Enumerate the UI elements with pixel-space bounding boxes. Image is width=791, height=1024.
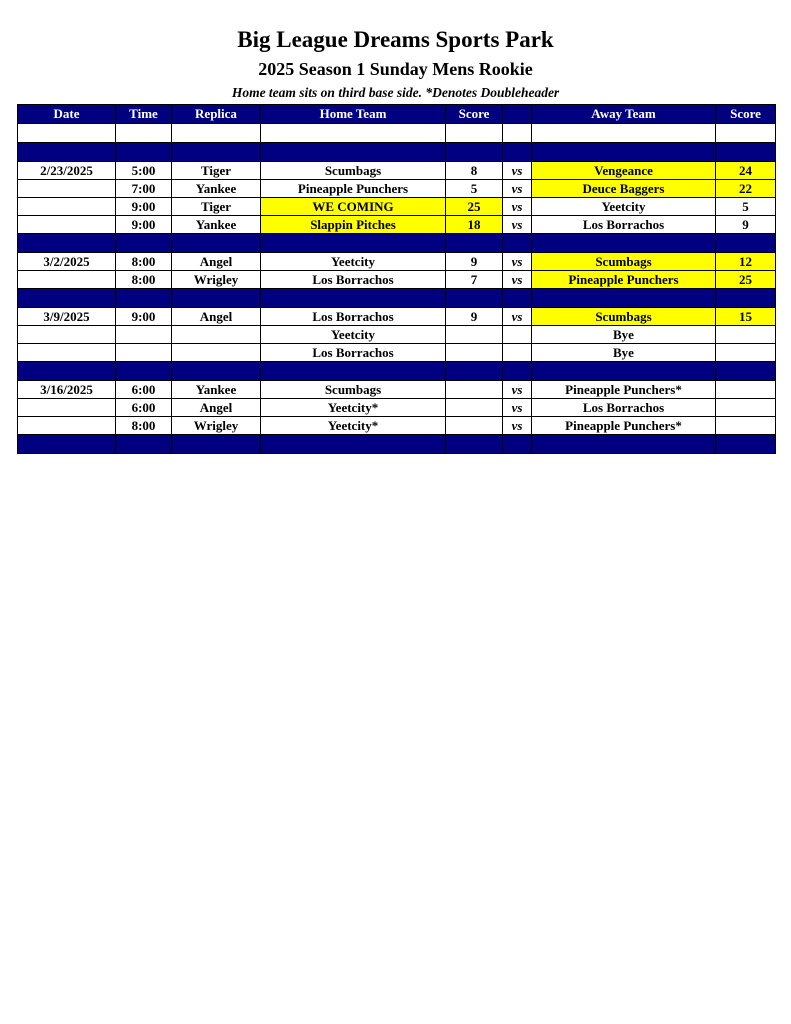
cell-home-team: Los Borrachos bbox=[261, 344, 446, 362]
blank-row bbox=[18, 124, 776, 143]
date-separator-row bbox=[18, 362, 776, 381]
cell-home-team: Scumbags bbox=[261, 381, 446, 399]
cell-vs bbox=[503, 344, 532, 362]
cell-away-team: Scumbags bbox=[532, 308, 716, 326]
cell-away-team: Los Borrachos bbox=[532, 399, 716, 417]
cell-vs: vs bbox=[503, 381, 532, 399]
cell-home-score: 5 bbox=[446, 180, 503, 198]
cell-replica: Angel bbox=[172, 308, 261, 326]
table-header-row bbox=[18, 105, 776, 124]
cell-away-score bbox=[716, 399, 776, 417]
cell-replica: Yankee bbox=[172, 381, 261, 399]
cell-time: 5:00 bbox=[116, 162, 172, 180]
cell-date bbox=[18, 180, 116, 198]
column-header-vs bbox=[503, 105, 532, 124]
separator-cell bbox=[716, 289, 776, 308]
separator-cell bbox=[261, 435, 446, 454]
table-row bbox=[18, 180, 776, 198]
cell-time: 9:00 bbox=[116, 308, 172, 326]
date-separator-row bbox=[18, 435, 776, 454]
cell-away-team: Los Borrachos bbox=[532, 216, 716, 234]
separator-cell bbox=[172, 143, 261, 162]
separator-cell bbox=[116, 289, 172, 308]
cell-home-score bbox=[446, 381, 503, 399]
cell-date bbox=[18, 399, 116, 417]
cell-vs: vs bbox=[503, 180, 532, 198]
table-row bbox=[18, 399, 776, 417]
table-row bbox=[18, 381, 776, 399]
cell-home-team: Yeetcity* bbox=[261, 399, 446, 417]
separator-cell bbox=[532, 362, 716, 381]
separator-cell bbox=[18, 435, 116, 454]
cell-away-team: Deuce Baggers bbox=[532, 180, 716, 198]
schedule-note: Home team sits on third base side. *Denotes Doubleheader bbox=[231, 85, 560, 100]
cell-home-team: Yeetcity* bbox=[261, 417, 446, 435]
table-row bbox=[18, 326, 776, 344]
cell-date bbox=[18, 344, 116, 362]
column-header-time: Time bbox=[116, 105, 172, 124]
blank-cell bbox=[18, 124, 116, 143]
cell-home-score bbox=[446, 399, 503, 417]
cell-away-team: Yeetcity bbox=[532, 198, 716, 216]
blank-cell bbox=[532, 124, 716, 143]
cell-vs: vs bbox=[503, 253, 532, 271]
date-separator-row bbox=[18, 143, 776, 162]
cell-home-team: Los Borrachos bbox=[261, 308, 446, 326]
cell-replica bbox=[172, 344, 261, 362]
cell-time: 6:00 bbox=[116, 399, 172, 417]
cell-away-score bbox=[716, 381, 776, 399]
cell-date bbox=[18, 198, 116, 216]
cell-away-score: 15 bbox=[716, 308, 776, 326]
separator-cell bbox=[532, 234, 716, 253]
cell-date: 3/9/2025 bbox=[18, 308, 116, 326]
blank-cell bbox=[716, 124, 776, 143]
table-row bbox=[18, 216, 776, 234]
cell-vs bbox=[503, 326, 532, 344]
blank-cell bbox=[172, 124, 261, 143]
separator-cell bbox=[503, 143, 532, 162]
separator-cell bbox=[116, 143, 172, 162]
cell-home-team: Pineapple Punchers bbox=[261, 180, 446, 198]
separator-cell bbox=[716, 362, 776, 381]
cell-replica: Tiger bbox=[172, 198, 261, 216]
separator-cell bbox=[261, 289, 446, 308]
cell-home-team: Los Borrachos bbox=[261, 271, 446, 289]
cell-home-score bbox=[446, 326, 503, 344]
separator-cell bbox=[716, 234, 776, 253]
cell-replica: Angel bbox=[172, 253, 261, 271]
table-row bbox=[18, 253, 776, 271]
separator-cell bbox=[503, 289, 532, 308]
column-header-home-score: Score bbox=[446, 105, 503, 124]
cell-away-score bbox=[716, 326, 776, 344]
separator-cell bbox=[116, 435, 172, 454]
separator-cell bbox=[446, 234, 503, 253]
date-separator-row bbox=[18, 289, 776, 308]
cell-home-team: Scumbags bbox=[261, 162, 446, 180]
cell-time: 8:00 bbox=[116, 417, 172, 435]
cell-time: 6:00 bbox=[116, 381, 172, 399]
cell-away-score: 12 bbox=[716, 253, 776, 271]
cell-home-score bbox=[446, 344, 503, 362]
separator-cell bbox=[503, 234, 532, 253]
cell-home-score: 7 bbox=[446, 271, 503, 289]
cell-vs: vs bbox=[503, 417, 532, 435]
cell-vs: vs bbox=[503, 271, 532, 289]
table-row bbox=[18, 308, 776, 326]
date-separator-row bbox=[18, 234, 776, 253]
cell-home-team: WE COMING bbox=[261, 198, 446, 216]
cell-vs: vs bbox=[503, 162, 532, 180]
blank-cell bbox=[116, 124, 172, 143]
separator-cell bbox=[503, 435, 532, 454]
cell-away-team: Bye bbox=[532, 344, 716, 362]
cell-home-score: 9 bbox=[446, 253, 503, 271]
cell-away-score bbox=[716, 417, 776, 435]
cell-time: 8:00 bbox=[116, 271, 172, 289]
cell-away-team: Pineapple Punchers bbox=[532, 271, 716, 289]
separator-cell bbox=[503, 362, 532, 381]
separator-cell bbox=[446, 289, 503, 308]
cell-away-score: 22 bbox=[716, 180, 776, 198]
cell-vs: vs bbox=[503, 198, 532, 216]
cell-home-score: 25 bbox=[446, 198, 503, 216]
cell-time: 9:00 bbox=[116, 198, 172, 216]
table-row bbox=[18, 344, 776, 362]
column-header-away-team: Away Team bbox=[532, 105, 716, 124]
separator-cell bbox=[172, 362, 261, 381]
cell-date bbox=[18, 271, 116, 289]
table-row bbox=[18, 271, 776, 289]
table-row bbox=[18, 417, 776, 435]
separator-cell bbox=[18, 362, 116, 381]
separator-cell bbox=[532, 289, 716, 308]
separator-cell bbox=[172, 289, 261, 308]
separator-cell bbox=[261, 143, 446, 162]
cell-away-team: Vengeance bbox=[532, 162, 716, 180]
schedule-table bbox=[17, 104, 776, 454]
separator-cell bbox=[116, 234, 172, 253]
separator-cell bbox=[261, 362, 446, 381]
page-title: Big League Dreams Sports Park bbox=[237, 27, 554, 52]
separator-cell bbox=[172, 234, 261, 253]
cell-date bbox=[18, 417, 116, 435]
cell-date bbox=[18, 216, 116, 234]
cell-replica bbox=[172, 326, 261, 344]
cell-time bbox=[116, 326, 172, 344]
cell-home-score: 18 bbox=[446, 216, 503, 234]
separator-cell bbox=[716, 143, 776, 162]
cell-replica: Tiger bbox=[172, 162, 261, 180]
cell-home-team: Yeetcity bbox=[261, 253, 446, 271]
blank-cell bbox=[446, 124, 503, 143]
cell-away-score: 5 bbox=[716, 198, 776, 216]
column-header-away-score: Score bbox=[716, 105, 776, 124]
separator-cell bbox=[716, 435, 776, 454]
cell-time bbox=[116, 344, 172, 362]
cell-date: 2/23/2025 bbox=[18, 162, 116, 180]
cell-vs: vs bbox=[503, 308, 532, 326]
cell-home-team: Yeetcity bbox=[261, 326, 446, 344]
column-header-date: Date bbox=[18, 105, 116, 124]
cell-replica: Yankee bbox=[172, 180, 261, 198]
separator-cell bbox=[18, 143, 116, 162]
separator-cell bbox=[172, 435, 261, 454]
separator-cell bbox=[116, 362, 172, 381]
cell-replica: Wrigley bbox=[172, 271, 261, 289]
cell-date: 3/16/2025 bbox=[18, 381, 116, 399]
cell-away-score bbox=[716, 344, 776, 362]
schedule-body bbox=[18, 124, 776, 454]
cell-away-score: 25 bbox=[716, 271, 776, 289]
cell-away-team: Scumbags bbox=[532, 253, 716, 271]
cell-replica: Angel bbox=[172, 399, 261, 417]
cell-home-score bbox=[446, 417, 503, 435]
separator-cell bbox=[446, 143, 503, 162]
cell-away-score: 24 bbox=[716, 162, 776, 180]
table-row bbox=[18, 162, 776, 180]
column-header-home-team: Home Team bbox=[261, 105, 446, 124]
cell-time: 8:00 bbox=[116, 253, 172, 271]
cell-home-score: 9 bbox=[446, 308, 503, 326]
cell-vs: vs bbox=[503, 216, 532, 234]
table-row bbox=[18, 198, 776, 216]
column-header-replica: Replica bbox=[172, 105, 261, 124]
page-subtitle: 2025 Season 1 Sunday Mens Rookie bbox=[258, 59, 533, 79]
cell-home-team: Slappin Pitches bbox=[261, 216, 446, 234]
cell-date: 3/2/2025 bbox=[18, 253, 116, 271]
cell-time: 9:00 bbox=[116, 216, 172, 234]
blank-cell bbox=[261, 124, 446, 143]
cell-away-score: 9 bbox=[716, 216, 776, 234]
separator-cell bbox=[446, 435, 503, 454]
cell-vs: vs bbox=[503, 399, 532, 417]
cell-away-team: Bye bbox=[532, 326, 716, 344]
separator-cell bbox=[446, 362, 503, 381]
separator-cell bbox=[18, 289, 116, 308]
separator-cell bbox=[532, 143, 716, 162]
cell-away-team: Pineapple Punchers* bbox=[532, 417, 716, 435]
cell-away-team: Pineapple Punchers* bbox=[532, 381, 716, 399]
cell-replica: Wrigley bbox=[172, 417, 261, 435]
cell-replica: Yankee bbox=[172, 216, 261, 234]
separator-cell bbox=[532, 435, 716, 454]
cell-date bbox=[18, 326, 116, 344]
blank-cell bbox=[503, 124, 532, 143]
separator-cell bbox=[261, 234, 446, 253]
separator-cell bbox=[18, 234, 116, 253]
cell-time: 7:00 bbox=[116, 180, 172, 198]
cell-home-score: 8 bbox=[446, 162, 503, 180]
